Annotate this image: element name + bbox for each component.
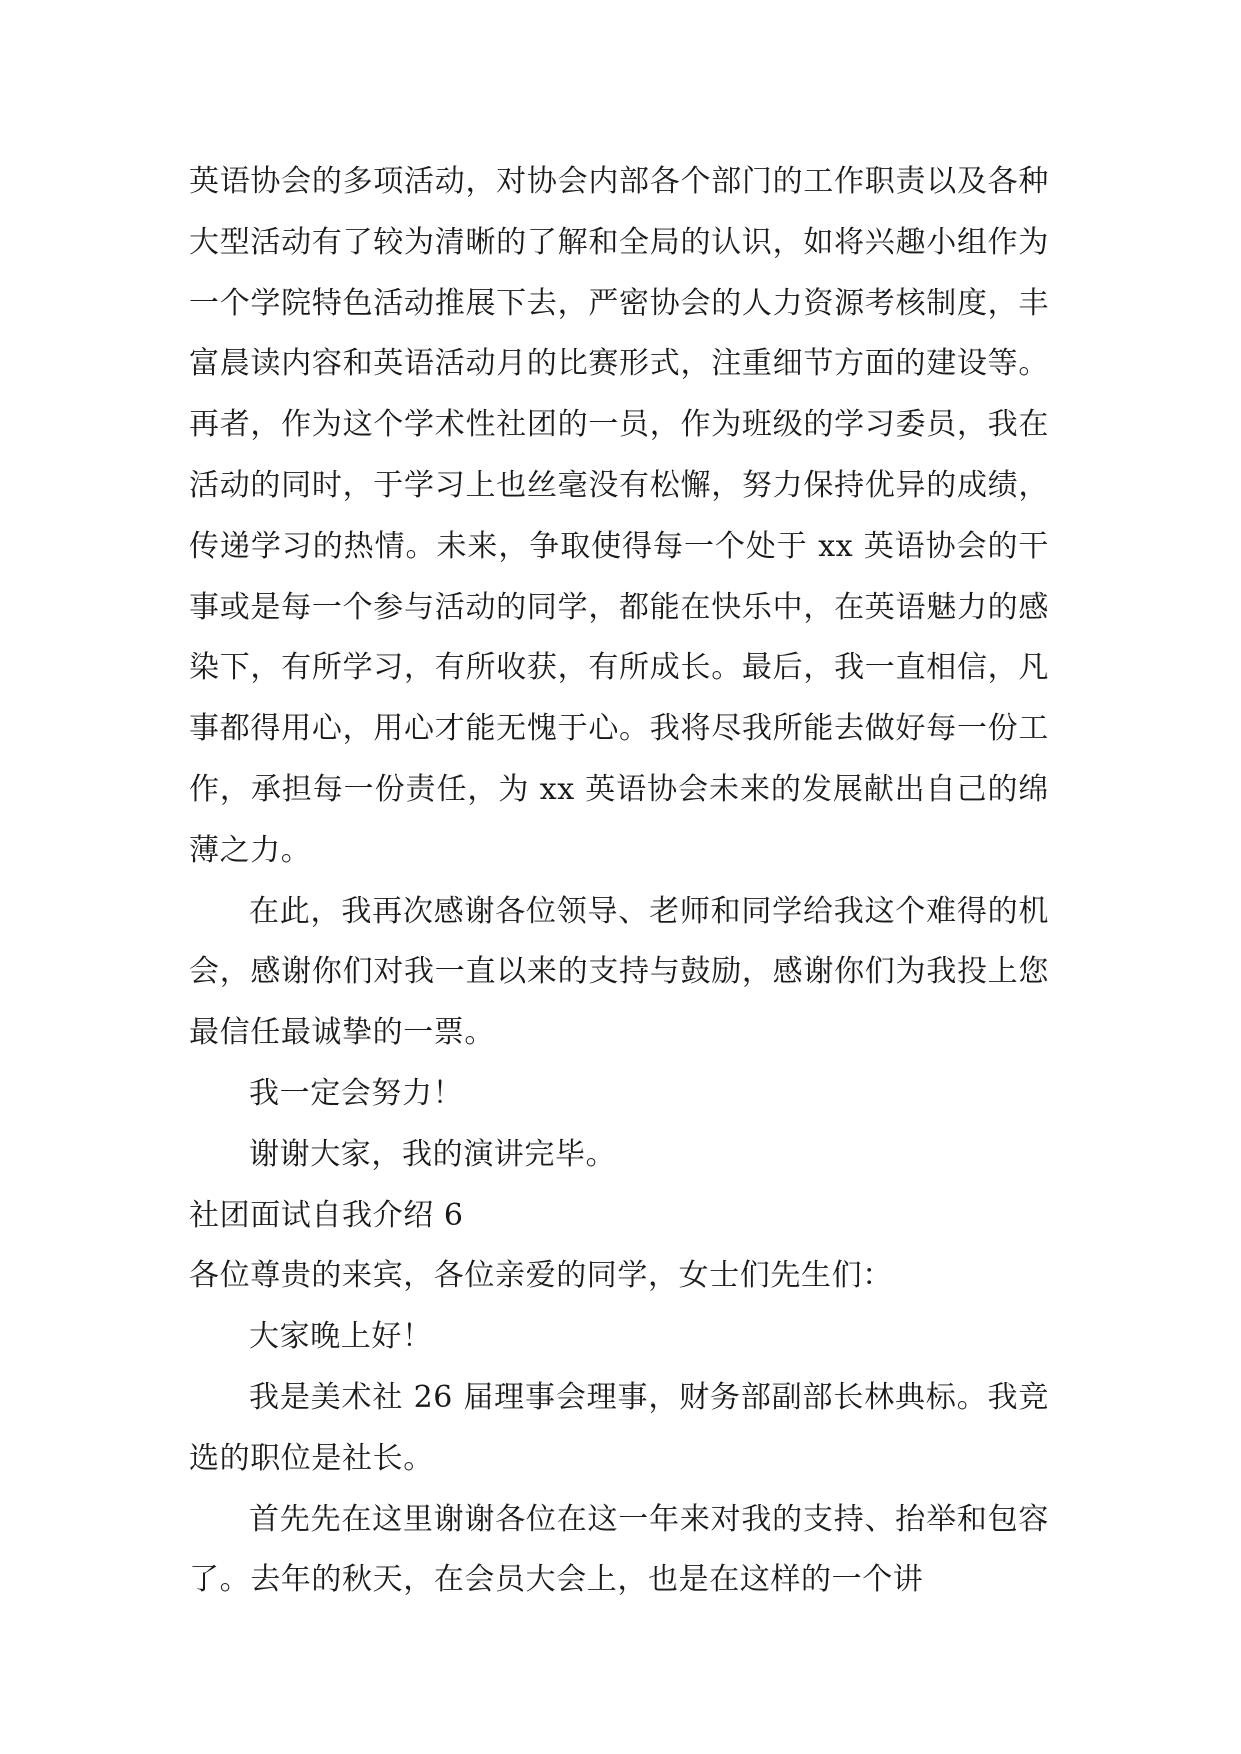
paragraph-gratitude: 首先先在这里谢谢各位在这一年来对我的支持、抬举和包容了。去年的秋天，在会员大会上，也是在这样的一个讲	[189, 1501, 1049, 1598]
paragraph-introduction: 我是美术社 26 届理事会理事，财务部副部长林典标。我竞选的职位是社长。	[189, 1379, 1049, 1476]
salutation: 各位尊贵的来宾，各位亲爱的同学，女士们先生们：	[189, 1258, 893, 1294]
paragraph-english-association: 英语协会的多项活动，对协会内部各个部门的工作职责以及各种大型活动有了较为清晰的了解和全局的认识，如将兴趣小组作为一个学院特色活动推展下去，严密协会的人力资源考核制度，丰富晨读内容和英语活动月的比赛形式，注重细节方面的建设等。再者，作为这个学术性社团的一员，作为班级的学习委员，我在活动的同时，于学习上也丝毫没有松懈，努力保持优异的成绩，传递学习的热情。未来，争取使得每一个处于 xx 英语协会的干事或是每一个参与活动的同学，都能在快乐中，在英语魅力的感染下，有所学习，有所收获，有所成长。最后，我一直相信，凡事都得用心，用心才能无愧于心。我将尽我所能去做好每一份工作，承担每一份责任，为 xx 英语协会未来的发展献出自己的绵薄之力。	[189, 164, 1049, 868]
section-title: 社团面试自我介绍 6	[189, 1197, 464, 1233]
paragraph-closing: 谢谢大家，我的演讲完毕。	[249, 1136, 617, 1172]
document-body	[189, 152, 1049, 1611]
paragraph-thanks: 在此，我再次感谢各位领导、老师和同学给我这个难得的机会，感谢你们对我一直以来的支持与鼓励，感谢你们为我投上您最信任最诚挚的一票。	[189, 893, 1049, 1051]
paragraph-promise: 我一定会努力！	[249, 1075, 464, 1111]
greeting: 大家晚上好！	[249, 1319, 433, 1355]
